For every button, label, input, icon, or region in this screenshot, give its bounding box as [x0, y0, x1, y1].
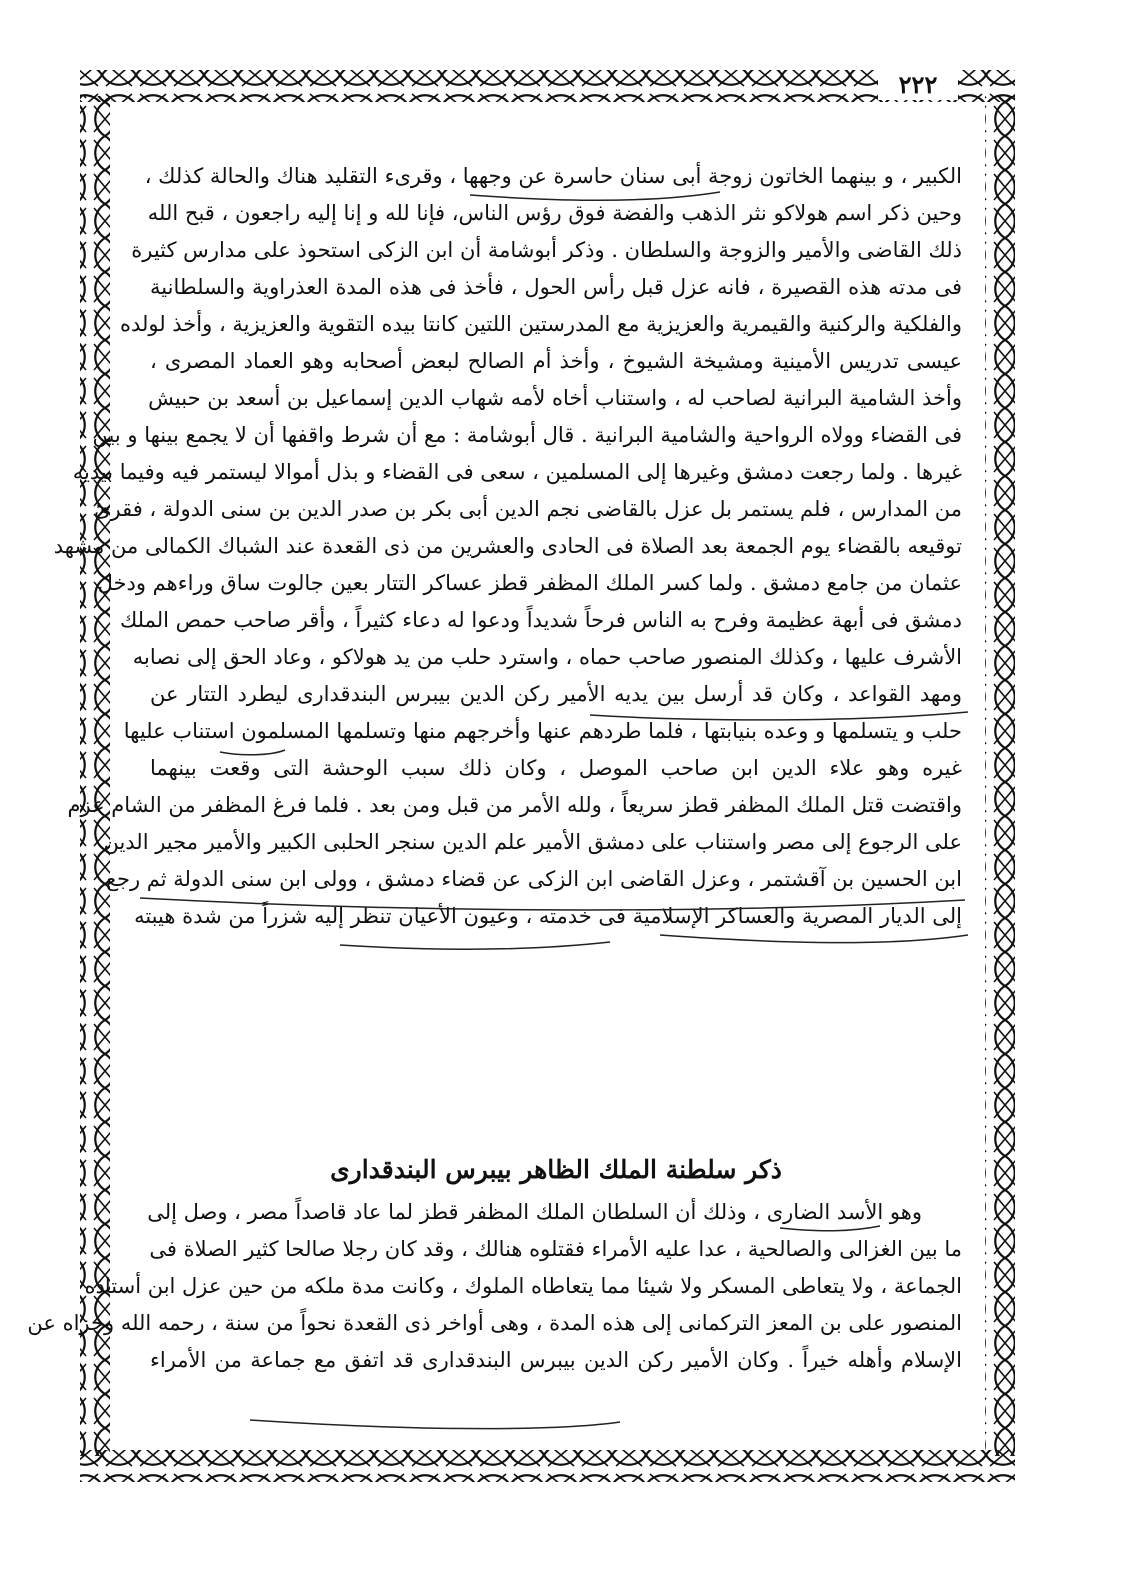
text-line: غيره وهو علاء الدين ابن صاحب الموصل ، وكان ذلك سبب الوحشة التى وقعت بينهما [150, 756, 962, 780]
text-line: إلى الديار المصرية والعساكر الإسلامية فى خدمته ، وعيون الأعيان تنظر إليه شزراً من شدة هيبته [134, 904, 962, 928]
text-line: عثمان من جامع دمشق . ولما كسر الملك المظفر قطز عساكر التتار بعين جالوت ساق وراءهم ودخل [97, 571, 962, 595]
text-line: دمشق فى أبهة عظيمة وفرح به الناس فرحاً شديداً ودعوا له دعاء كثيراً ، وأقر صاحب حمص الملك [119, 608, 962, 632]
text-line: الكبير ، و بينهما الخاتون زوجة أبى سنان حاسرة عن وجهها ، وقرىء التقليد هناك والحالة كذلك ، [144, 164, 962, 188]
text-line: ابن الحسين بن آقشتمر ، وعزل القاضى ابن الزكى عن قضاء دمشق ، وولى ابن سنى الدولة ثم رجع [105, 867, 962, 891]
text-line: واقتضت قتل الملك المظفر قطز سريعاً ، ولله الأمر من قبل ومن بعد . فلما فرغ المظفر من الشام عزم [67, 793, 962, 817]
section-heading: ذكر سلطنة الملك الظاهر بيبرس البندقدارى [330, 1155, 782, 1184]
text-line: على الرجوع إلى مصر واستناب على دمشق الأمير علم الدين سنجر الحلبى الكبير والأمير مجير الدين [103, 830, 962, 854]
text-line: ذلك القاضى والأمير والزوجة والسلطان . وذكر أبوشامة أن ابن الزكى استحوذ على مدارس كثيرة [131, 238, 962, 262]
text-line: حلب و يتسلمها و وعده بنيابتها ، فلما طردهم عنها وأخرجهم منها وتسلمها المسلمون استناب عليها [123, 719, 962, 743]
text-line: وحين ذكر اسم هولاكو نثر الذهب والفضة فوق رؤس الناس، فإنا لله و إنا إليه راجعون ، قبح الله [147, 201, 962, 225]
text-line: عيسى تدريس الأمينية ومشيخة الشيوخ ، وأخذ أم الصالح لبعض أصحابه وهو العماد المصرى ، [150, 349, 962, 373]
page-number: ٢٢٢ [878, 70, 958, 100]
text-line: ما بين الغزالى والصالحية ، عدا عليه الأمراء فقتلوه هنالك ، وقد كان رجلا صالحا كثير الصلاة فى [149, 1237, 962, 1261]
text-line: الجماعة ، ولا يتعاطى المسكر ولا شيئا مما يتعاطاه الملوك ، وكانت مدة ملكه من حين عزل ابن أستاذه [84, 1274, 962, 1298]
text-line: فى مدته هذه القصيرة ، فانه عزل قبل رأس الحول ، فأخذ فى هذه المدة العذراوية والسلطانية [150, 275, 962, 299]
text-line: وهو الأسد الضارى ، وذلك أن السلطان الملك المظفر قطز لما عاد قاصداً مصر ، وصل إلى [147, 1200, 922, 1224]
text-line: الإسلام وأهله خيراً . وكان الأمير ركن الدين بيبرس البندقدارى قد اتفق مع جماعة من الأمراء [150, 1348, 962, 1372]
text-line: توقيعه بالقضاء يوم الجمعة بعد الصلاة فى الحادى والعشرين من ذى القعدة عند الشباك الكمالى من مشهد [53, 534, 962, 558]
section-paragraph [27, 1194, 962, 1379]
text-line: ومهد القواعد ، وكان قد أرسل بين يديه الأمير ركن الدين بيبرس البندقدارى ليطرد التتار عن [150, 682, 962, 706]
text-line: غيرها . ولما رجعت دمشق وغيرها إلى المسلمين ، سعى فى القضاء و بذل أموالا ليستمر فيه وفيما بيديه [72, 460, 962, 484]
text-line: من المدارس ، فلم يستمر بل عزل بالقاضى نجم الدين أبى بكر بن صدر الدين بن سنى الدولة ، فقرئ [94, 497, 962, 521]
main-paragraph [53, 158, 962, 935]
text-line: فى القضاء وولاه الرواحية والشامية البرانية . قال أبوشامة : مع أن شرط واقفها أن لا يجمع بينها و بين [92, 423, 962, 447]
text-line: والفلكية والركنية والقيمرية والعزيزية مع المدرستين اللتين كانتا بيده التقوية والعزيزية ، وأخذ لولده [119, 312, 962, 336]
text-line: وأخذ الشامية البرانية لصاحب له ، واستناب أخاه لأمه شهاب الدين إسماعيل بن أسعد بن حبيش [148, 386, 962, 410]
text-line: المنصور على بن المعز التركمانى إلى هذه المدة ، وهى أواخر ذى القعدة نحواً من سنة ، رحمه الله وجزاه عن [27, 1311, 962, 1335]
text-line: الأشرف عليها ، وكذلك المنصور صاحب حماه ، واسترد حلب من يد هولاكو ، وعاد الحق إلى نصابه [132, 645, 962, 669]
